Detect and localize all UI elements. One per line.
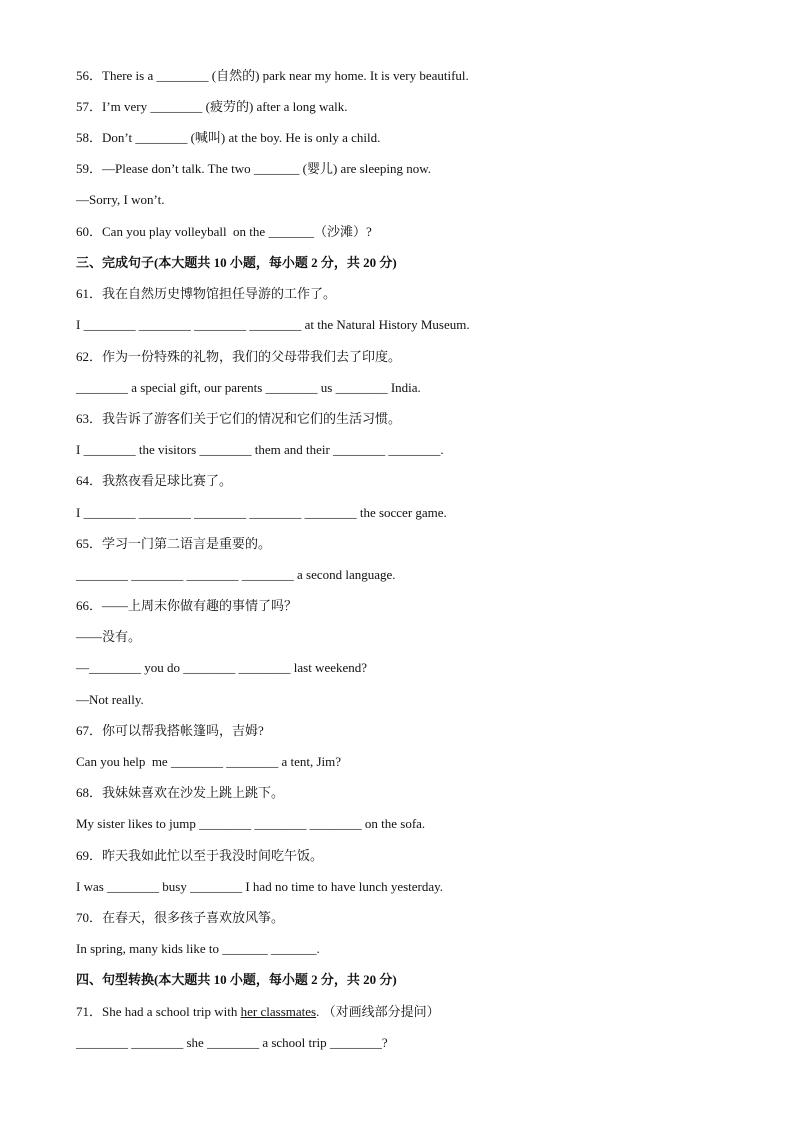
question-62-blank: ________ a special gift, our parents ________ us ________ India. <box>76 380 421 395</box>
question-64-blank: I ________ ________ ________ ________ ________ the soccer game. <box>76 505 447 520</box>
question-57: 57．I’m very ________ (疲劳的) after a long walk. <box>76 99 348 114</box>
question-71-underlined: her classmates <box>240 1004 317 1019</box>
question-67-prompt: 67．你可以帮我搭帐篷吗，吉姆? <box>76 723 264 738</box>
question-59: 59．—Please don’t talk. The two _______ (婴儿) are sleeping now. <box>76 161 432 176</box>
question-71 <box>76 1004 440 1020</box>
question-65-blank: ________ ________ ________ ________ a second language. <box>76 567 396 582</box>
question-58: 58．Don’t ________ (喊叫) at the boy. He is only a child. <box>76 130 381 145</box>
question-61-blank: I ________ ________ ________ ________ at the Natural History Museum. <box>76 317 470 332</box>
question-56: 56．There is a ________ (自然的) park near my home. It is very beautiful. <box>76 68 469 83</box>
question-66-answer: —Not really. <box>76 692 144 707</box>
section-3-heading: 三、完成句子(本大题共 10 小题，每小题 2 分，共 20 分) <box>76 255 397 270</box>
question-68-prompt: 68．我妹妹喜欢在沙发上跳上跳下。 <box>76 785 285 800</box>
question-62-prompt: 62．作为一份特殊的礼物，我们的父母带我们去了印度。 <box>76 349 402 364</box>
question-63-prompt: 63．我告诉了游客们关于它们的情况和它们的生活习惯。 <box>76 411 402 426</box>
question-66-prompt-a: ——没有。 <box>76 629 142 644</box>
question-60: 60．Can you play volleyball on the _______（沙滩）? <box>76 224 372 239</box>
question-66-prompt-q: 66．——上周末你做有趣的事情了吗？ <box>76 598 298 613</box>
section-4-heading: 四、句型转换(本大题共 10 小题，每小题 2 分，共 20 分) <box>76 972 397 987</box>
question-71-suffix: . （对画线部分提问） <box>316 1004 440 1019</box>
question-66-blank: —________ you do ________ ________ last weekend? <box>76 660 368 675</box>
question-65-prompt: 65．学习一门第二语言是重要的。 <box>76 536 272 551</box>
question-67-blank: Can you help me ________ ________ a tent, Jim? <box>76 754 342 769</box>
question-71-prefix: 71．She had a school trip with <box>76 1004 241 1019</box>
question-64-prompt: 64．我熬夜看足球比赛了。 <box>76 473 233 488</box>
question-59-answer: —Sorry, I won’t. <box>76 192 165 207</box>
question-68-blank: My sister likes to jump ________ ________ ________ on the sofa. <box>76 816 426 831</box>
question-61-prompt: 61．我在自然历史博物馆担任导游的工作了。 <box>76 286 337 301</box>
question-71-blank: ________ ________ she ________ a school trip ________? <box>76 1035 388 1050</box>
question-69-blank: I was ________ busy ________ I had no time to have lunch yesterday. <box>76 879 444 894</box>
question-70-prompt: 70．在春天，很多孩子喜欢放风筝。 <box>76 910 285 925</box>
question-70-blank: In spring, many kids like to _______ _______. <box>76 941 320 956</box>
question-69-prompt: 69．昨天我如此忙以至于我没时间吃午饭。 <box>76 848 324 863</box>
question-63-blank: I ________ the visitors ________ them and their ________ ________. <box>76 442 444 457</box>
